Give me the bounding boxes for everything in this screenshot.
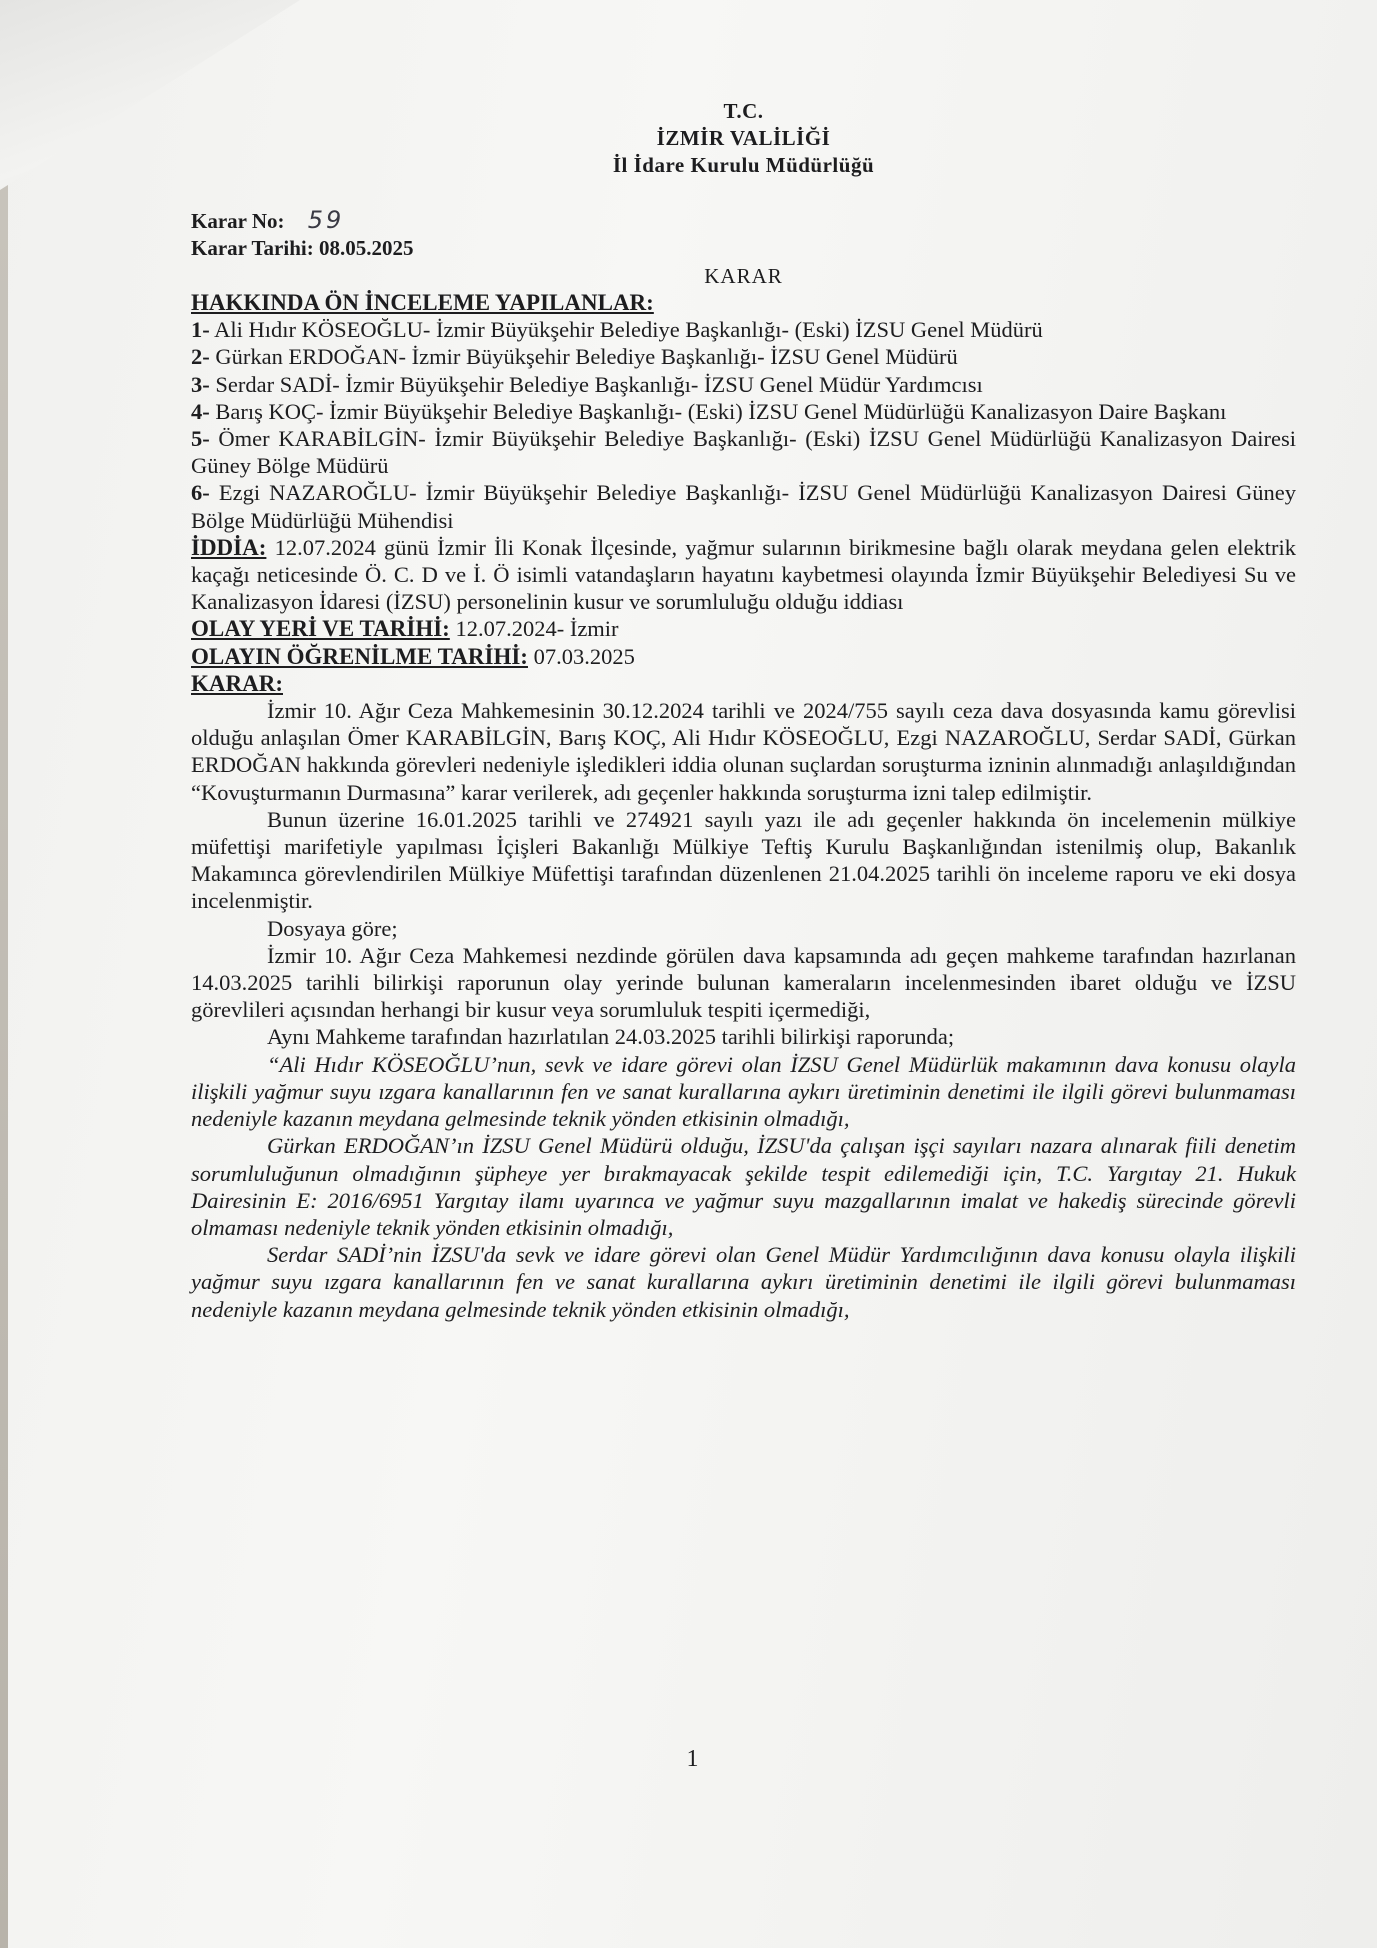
person-number: 4- [191, 398, 210, 424]
page-number: 1 [686, 1746, 699, 1772]
person-number: 1- [191, 317, 210, 343]
persons-list [191, 316, 1296, 534]
person-item [191, 398, 1296, 425]
person-item [191, 371, 1296, 398]
persons-heading: HAKKINDA ÖN İNCELEME YAPILANLAR: [191, 290, 654, 315]
person-number: 2- [191, 344, 210, 370]
letterhead [191, 98, 1296, 179]
person-item [191, 479, 1296, 533]
document-title: KARAR [704, 264, 783, 288]
header-tc: T.C. [723, 99, 764, 123]
ogrenilme-section [191, 643, 1296, 670]
document-content [191, 98, 1296, 1323]
olay-yeri-label: OLAY YERİ VE TARİHİ: [191, 616, 450, 642]
person-item [191, 316, 1296, 343]
person-item [191, 425, 1296, 479]
karar-no-label: Karar No: [191, 209, 285, 233]
karar-heading: KARAR: [191, 670, 283, 696]
person-text: Serdar SADİ- İzmir Büyükşehir Belediye Başkanlığı- İZSU Genel Müdür Yardımcısı [215, 371, 983, 397]
document-page [8, 0, 1377, 1948]
paragraph: İzmir 10. Ağır Ceza Mahkemesinin 30.12.2024 tarihli ve 2024/755 sayılı ceza dava dosyasında kamu görevlisi olduğu anlaşılan Ömer KARABİLGİN, Barış KOÇ, Ali Hıdır KÖSEOĞLU, Ezgi NAZAROĞLU, Serdar SADİ, Gürkan ERDOĞAN hakkında görevleri nedeniyle işledikleri iddia olunan suçlardan soruşturma izninin alınmadığı anlaşıldığından “Kovuşturmanın Durmasına” karar verilerek, adı geçenler hakkında soruşturma izni talep edilmiştir. [191, 698, 1296, 805]
paragraph: Bunun üzerine 16.01.2025 tarihli ve 274921 sayılı yazı ile adı geçenler hakkında ön incelemenin mülkiye müfettişi marifetiyle yapılması İçişleri Bakanlığı Mülkiye Teftiş Kurulu Başkanlığından istenilmiş olup, Bakanlık Makamınca görevlendirilen Mülkiye Müfettişi tarafından düzenlenen 21.04.2025 tarihli ön inceleme raporu ve eki dosya incelenmiştir. [191, 806, 1296, 914]
quoted-paragraph: “Ali Hıdır KÖSEOĞLU’nun, sevk ve idare görevi olan İZSU Genel Müdürlük makamının dava konusu olayla ilişkili yağmur suyu ızgara kanallarının fen ve sanat kurallarına aykırı üretiminin denetimi ile ilgili görevi bulunmaması nedeniyle kazanın meydana gelmesinde teknik yönden etkisinin olmadığı, [191, 1051, 1296, 1132]
ogrenilme-text: 07.03.2025 [533, 643, 635, 669]
decision-meta [191, 207, 1296, 262]
olay-yeri-section [191, 615, 1296, 642]
header-valilik: İZMİR VALİLİĞİ [656, 126, 831, 150]
paragraph: Dosyaya göre; [267, 915, 398, 941]
quoted-paragraph: Gürkan ERDOĞAN’ın İZSU Genel Müdürü olduğu, İZSU'da çalışan işçi sayıları nazara alınarak fiili denetim sorumluluğunun olmadığının şüpheye yer bırakmayacak şekilde tespit edilemediği için, T.C. Yargıtay 21. Hukuk Dairesinin E: 2016/6951 Yargıtay ilamı uyarınca ve yağmur suyu mazgallarının imalat ve hakediş sürecinde görevli olmaması nedeniyle teknik yönden etkisinin olmadığı, [191, 1133, 1296, 1240]
person-number: 5- [191, 426, 210, 452]
person-number: 3- [191, 371, 210, 397]
quoted-paragraph: Serdar SADİ’nin İZSU'da sevk ve idare görevi olan Genel Müdür Yardımcılığının dava konusu olayla ilişkili yağmur suyu ızgara kanallarının fen ve sanat kurallarına aykırı üretiminin denetimi ile ilgili görevi bulunmaması nedeniyle kazanın meydana gelmesinde teknik yönden etkisinin olmadığı, [191, 1242, 1296, 1322]
iddia-section [191, 534, 1296, 616]
person-text: Ezgi NAZAROĞLU- İzmir Büyükşehir Belediye Başkanlığı- İZSU Genel Müdürlüğü Kanalizasyon Dairesi Güney Bölge Müdürlüğü Mühendisi [191, 480, 1296, 533]
ogrenilme-label: OLAYIN ÖĞRENİLME TARİHİ: [191, 643, 528, 669]
karar-tarihi: Karar Tarihi: 08.05.2025 [191, 236, 414, 260]
iddia-label: İDDİA: [191, 534, 267, 560]
paragraph: İzmir 10. Ağır Ceza Mahkemesi nezdinde görülen dava kapsamında adı geçen mahkeme tarafından hazırlanan 14.03.2025 tarihli bilirkişi raporunun olay yerinde bulunan kameraların incelenmesinden ibaret olduğu ve İZSU görevlileri açısından herhangi bir kusur veya sorumluluk tespiti içermediği, [191, 942, 1296, 1023]
person-text: Gürkan ERDOĞAN- İzmir Büyükşehir Belediye Başkanlığı- İZSU Genel Müdürü [215, 344, 958, 370]
person-text: Ali Hıdır KÖSEOĞLU- İzmir Büyükşehir Belediye Başkanlığı- (Eski) İZSU Genel Müdürü [214, 317, 1043, 343]
paragraph: Aynı Mahkeme tarafından hazırlatılan 24.03.2025 tarihli bilirkişi raporunda; [267, 1024, 955, 1050]
person-text: Barış KOÇ- İzmir Büyükşehir Belediye Başkanlığı- (Eski) İZSU Genel Müdürlüğü Kanalizasyon Daire Başkanı [215, 398, 1227, 424]
person-number: 6- [191, 480, 210, 506]
karar-no-handwritten: 59 [307, 206, 345, 234]
olay-yeri-text: 12.07.2024- İzmir [455, 616, 619, 642]
person-item [191, 343, 1296, 370]
iddia-text: 12.07.2024 günü İzmir İli Konak İlçesinde, yağmur sularının birikmesine bağlı olarak meydana gelen elektrik kaçağı neticesinde Ö. C. D ve İ. Ö isimli vatandaşların hayatını kaybetmesi olayında İzmir Büyükşehir Belediyesi Su ve Kanalizasyon İdaresi (İZSU) personelinin kusur ve sorumluluğu olduğu iddiası [191, 534, 1296, 615]
person-text: Ömer KARABİLGİN- İzmir Büyükşehir Belediye Başkanlığı- (Eski) İZSU Genel Müdürlüğü Kanalizasyon Dairesi Güney Bölge Müdürü [191, 426, 1297, 479]
header-mudurluk: İl İdare Kurulu Müdürlüğü [612, 153, 875, 177]
karar-no-row [191, 207, 1296, 235]
